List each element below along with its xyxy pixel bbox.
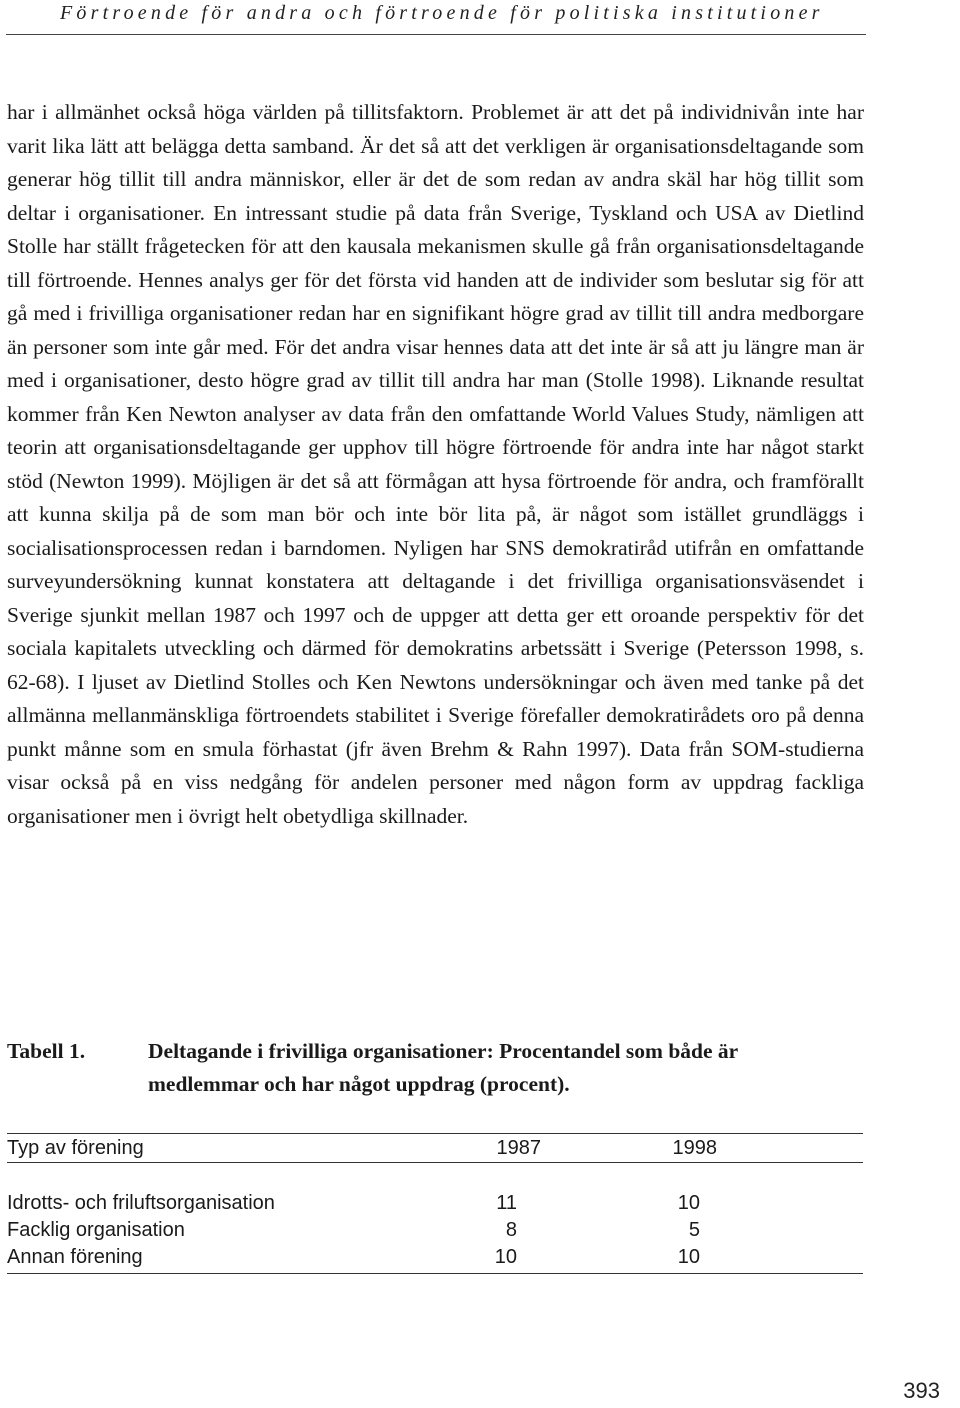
column-header-type: Typ av förening [7,1137,144,1159]
header-bottom-rule [7,1162,863,1163]
table-top-rule [7,1133,863,1134]
table-label: Tabell 1. [7,1039,86,1063]
row-value-1987: 10 [494,1246,517,1268]
running-head: Förtroende för andra och förtroende för politiska institutioner [60,2,824,24]
column-header-1998: 1998 [672,1137,717,1159]
row-type: Facklig organisation [7,1219,185,1241]
page-number: 393 [903,1378,940,1403]
row-value-1987: 8 [505,1219,517,1241]
table-caption-text: Deltagande i frivilliga organisationer: Procentandel som både är medlemmar och har något uppdrag (procent). [148,1039,738,1096]
row-value-1998: 5 [688,1219,700,1241]
row-value-1998: 10 [677,1246,700,1268]
table-bottom-rule [7,1273,863,1274]
row-type: Idrotts- och friluftsorganisation [7,1192,275,1214]
body-paragraph: har i allmänhet också höga världen på tillitsfaktorn. Problemet är att det på individnivån inte har varit lika lätt att belägga detta samband. Är det så att det verkligen är organisationsdeltagande som generar hög tillit till andra människor, eller är det de som redan av andra skäl har hög tillit som deltar i organisationer. En intressant studie på data från Sverige, Tyskland och USA av Dietlind Stolle har ställt frågetecken för att den kausala mekanismen skulle gå från organisationsdeltagande till förtroende. Hennes analys ger för det första vid handen att de individer som beslutar sig för att gå med i frivilliga organisationer redan har en signifikant högre grad av tillit till andra medborgare än personer som inte går med. För det andra visar hennes data att det inte är så att ju längre man är med i organisationer, desto högre grad av tillit till andra har man (Stolle 1998). Liknande resultat kommer från Ken Newton analyser av data från den omfattande World Values Study, nämligen att teorin att organisationsdeltagande ger upphov till högre förtroende för andra inte har något starkt stöd (Newton 1999). Möjligen är det så att förmågan att hysa förtroende för andra, och framförallt att kunna skilja på de som man bör och inte bör lita på, är något som istället grundläggs i socialisationsprocessen redan i barndomen. Nyligen har SNS demokratiråd utifrån en omfattande surveyundersökning kunnat konstatera att deltagande i det frivilliga organisationsväsendet i Sverige sjunkit mellan 1987 och 1997 och de uppger att detta ger ett oroande perspektiv för det sociala kapitalets utveckling och därmed för demokratins arbetssätt i Sverige (Petersson 1998, s. 62-68). I ljuset av Dietlind Stolles och Ken Newtons undersökningar och även med tanke på det allmänna mellanmänskliga förtroendets stabilitet i Sverige förefaller demokratirådets oro på denna punkt månne som en smula förhastat (jfr även Brehm & Rahn 1997). Data från SOM-studierna visar också på en viss nedgång för andelen personer med någon form av uppdrag fackliga organisationer men i övrigt helt obetydliga skillnader. [7,100,864,828]
column-header-1987: 1987 [496,1137,541,1159]
row-value-1998: 10 [677,1192,700,1214]
row-value-1987: 11 [496,1192,517,1214]
row-type: Annan förening [7,1246,143,1268]
header-rule [6,34,866,35]
